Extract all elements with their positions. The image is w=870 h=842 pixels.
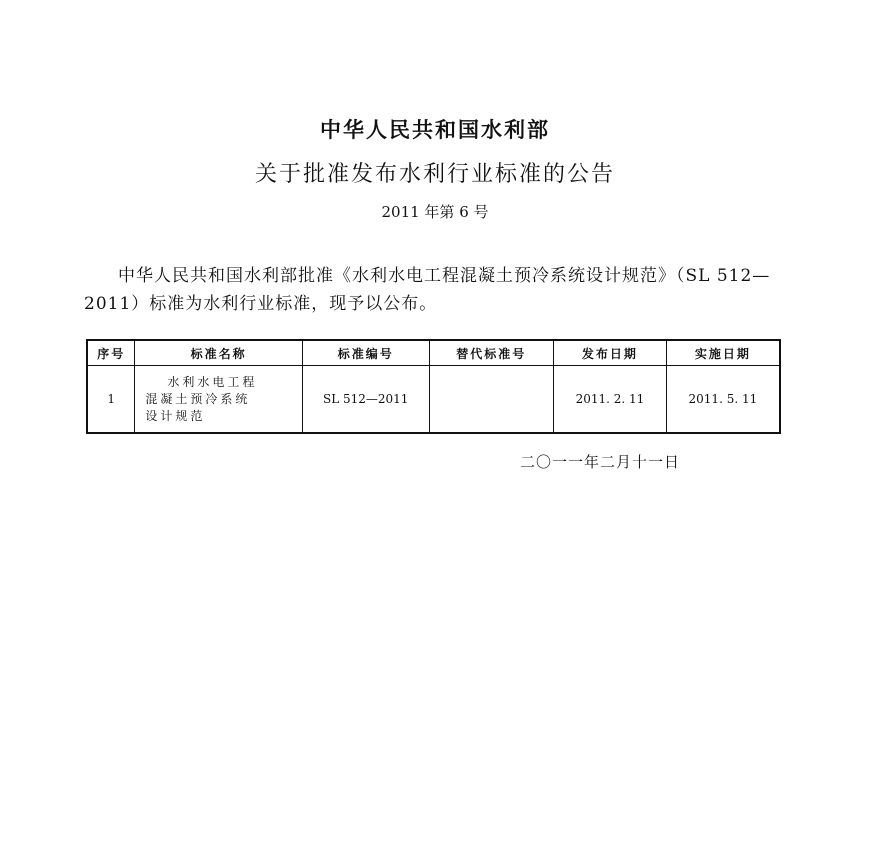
cell-effective-date: 2011. 5. 11 bbox=[666, 366, 780, 434]
header-effective-date: 实施日期 bbox=[666, 340, 780, 366]
standards-table bbox=[86, 339, 781, 434]
cell-publish-date: 2011. 2. 11 bbox=[554, 366, 667, 434]
announcement-body: 中华人民共和国水利部批准《水利水电工程混凝土预冷系统设计规范》（SL 512—2011）标准为水利行业标准，现予以公布。 bbox=[84, 266, 771, 314]
header-publish-date: 发布日期 bbox=[554, 340, 667, 366]
cell-standard-name bbox=[135, 366, 303, 434]
announcement-title: 关于批准发布水利行业标准的公告 bbox=[254, 162, 615, 187]
header-index: 序号 bbox=[87, 340, 135, 366]
cell-standard-code: SL 512—2011 bbox=[302, 366, 429, 434]
header-standard-code: 标准编号 bbox=[302, 340, 429, 366]
announcement-number: 2011 年第 6 号 bbox=[381, 203, 489, 221]
standard-name-line: 设计规范 bbox=[145, 408, 206, 423]
table-row bbox=[87, 366, 780, 434]
standard-name-line: 水利水电工程 bbox=[167, 374, 258, 389]
signing-date: 二〇一一年二月十一日 bbox=[520, 453, 681, 471]
organization-title: 中华人民共和国水利部 bbox=[320, 118, 550, 142]
cell-replaced-standard bbox=[429, 366, 554, 434]
header-replaced-standard: 替代标准号 bbox=[429, 340, 554, 366]
cell-index: 1 bbox=[87, 366, 135, 434]
table-header-row bbox=[87, 340, 780, 366]
standard-name-line: 混凝土预冷系统 bbox=[145, 391, 251, 406]
header-standard-name: 标准名称 bbox=[135, 340, 303, 366]
